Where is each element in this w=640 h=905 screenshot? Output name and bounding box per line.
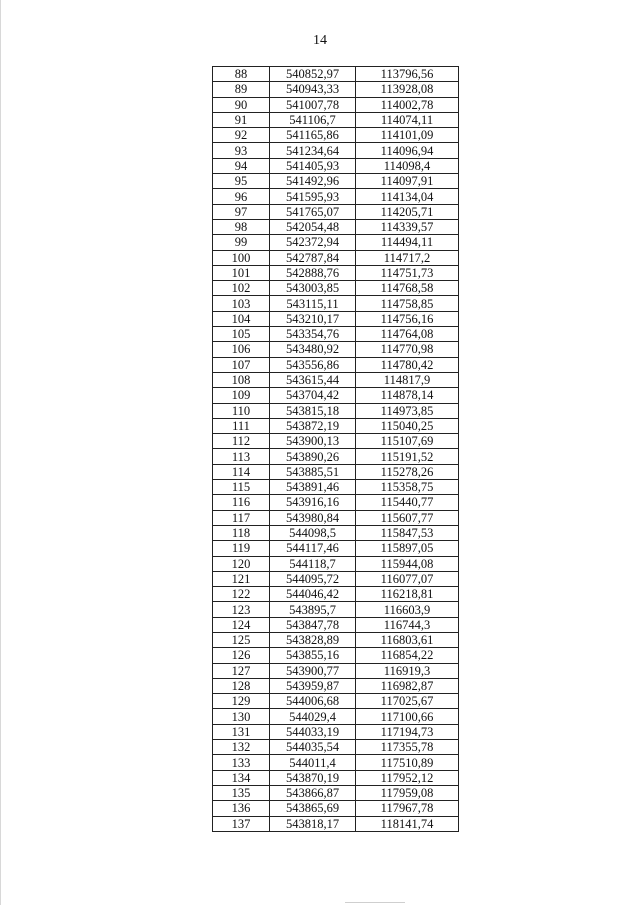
x-coordinate-cell: 541234,64 (270, 143, 356, 158)
table-row (213, 617, 459, 632)
y-coordinate-cell: 117355,78 (356, 740, 459, 755)
table-row (213, 556, 459, 571)
point-number-cell: 135 (213, 785, 270, 800)
table-row (213, 663, 459, 678)
table-row (213, 372, 459, 387)
point-number-cell: 109 (213, 388, 270, 403)
point-number-cell: 118 (213, 525, 270, 540)
y-coordinate-cell: 114096,94 (356, 143, 459, 158)
x-coordinate-cell: 544011,4 (270, 755, 356, 770)
x-coordinate-cell: 543847,78 (270, 617, 356, 632)
x-coordinate-cell: 543115,11 (270, 296, 356, 311)
x-coordinate-cell: 542888,76 (270, 265, 356, 280)
x-coordinate-cell: 544029,4 (270, 709, 356, 724)
table-row (213, 587, 459, 602)
point-number-cell: 132 (213, 740, 270, 755)
table-row (213, 480, 459, 495)
point-number-cell: 102 (213, 281, 270, 296)
table-row (213, 816, 459, 831)
point-number-cell: 92 (213, 128, 270, 143)
x-coordinate-cell: 542787,84 (270, 250, 356, 265)
y-coordinate-cell: 115440,77 (356, 495, 459, 510)
y-coordinate-cell: 117025,67 (356, 694, 459, 709)
table-row (213, 158, 459, 173)
point-number-cell: 104 (213, 311, 270, 326)
y-coordinate-cell: 115191,52 (356, 449, 459, 464)
x-coordinate-cell: 543895,7 (270, 602, 356, 617)
y-coordinate-cell: 115607,77 (356, 510, 459, 525)
x-coordinate-cell: 541765,07 (270, 204, 356, 219)
y-coordinate-cell: 117967,78 (356, 801, 459, 816)
x-coordinate-cell: 543891,46 (270, 480, 356, 495)
table-row (213, 174, 459, 189)
x-coordinate-cell: 541405,93 (270, 158, 356, 173)
y-coordinate-cell: 116077,07 (356, 571, 459, 586)
point-number-cell: 89 (213, 82, 270, 97)
x-coordinate-cell: 541106,7 (270, 112, 356, 127)
x-coordinate-cell: 543855,16 (270, 648, 356, 663)
point-number-cell: 116 (213, 495, 270, 510)
x-coordinate-cell: 541007,78 (270, 97, 356, 112)
point-number-cell: 131 (213, 724, 270, 739)
x-coordinate-cell: 543865,69 (270, 801, 356, 816)
table-row (213, 388, 459, 403)
x-coordinate-cell: 543354,76 (270, 327, 356, 342)
point-number-cell: 98 (213, 219, 270, 234)
y-coordinate-cell: 115278,26 (356, 464, 459, 479)
x-coordinate-cell: 544118,7 (270, 556, 356, 571)
table-row (213, 204, 459, 219)
y-coordinate-cell: 117959,08 (356, 785, 459, 800)
point-number-cell: 130 (213, 709, 270, 724)
table-row (213, 112, 459, 127)
y-coordinate-cell: 114878,14 (356, 388, 459, 403)
table-row (213, 495, 459, 510)
y-coordinate-cell: 116603,9 (356, 602, 459, 617)
y-coordinate-cell: 116803,61 (356, 632, 459, 647)
point-number-cell: 112 (213, 434, 270, 449)
table-row (213, 357, 459, 372)
x-coordinate-cell: 543900,77 (270, 663, 356, 678)
point-number-cell: 110 (213, 403, 270, 418)
y-coordinate-cell: 117510,89 (356, 755, 459, 770)
point-number-cell: 90 (213, 97, 270, 112)
x-coordinate-cell: 540852,97 (270, 67, 356, 82)
y-coordinate-cell: 115040,25 (356, 418, 459, 433)
table-row (213, 97, 459, 112)
x-coordinate-cell: 544098,5 (270, 525, 356, 540)
table-row (213, 541, 459, 556)
x-coordinate-cell: 544095,72 (270, 571, 356, 586)
y-coordinate-cell: 114756,16 (356, 311, 459, 326)
point-number-cell: 106 (213, 342, 270, 357)
page-number: 14 (313, 33, 327, 48)
point-number-cell: 121 (213, 571, 270, 586)
y-coordinate-cell: 114764,08 (356, 327, 459, 342)
x-coordinate-cell: 544035,54 (270, 740, 356, 755)
table-row (213, 189, 459, 204)
x-coordinate-cell: 544117,46 (270, 541, 356, 556)
y-coordinate-cell: 114097,91 (356, 174, 459, 189)
point-number-cell: 114 (213, 464, 270, 479)
table-row (213, 143, 459, 158)
y-coordinate-cell: 114101,09 (356, 128, 459, 143)
y-coordinate-cell: 114205,71 (356, 204, 459, 219)
point-number-cell: 129 (213, 694, 270, 709)
point-number-cell: 88 (213, 67, 270, 82)
scan-artifact (345, 902, 405, 903)
point-number-cell: 113 (213, 449, 270, 464)
point-number-cell: 128 (213, 678, 270, 693)
table-row (213, 602, 459, 617)
table-row (213, 281, 459, 296)
y-coordinate-cell: 115944,08 (356, 556, 459, 571)
point-number-cell: 125 (213, 632, 270, 647)
point-number-cell: 136 (213, 801, 270, 816)
y-coordinate-cell: 115897,05 (356, 541, 459, 556)
point-number-cell: 111 (213, 418, 270, 433)
table-row (213, 525, 459, 540)
y-coordinate-cell: 114717,2 (356, 250, 459, 265)
point-number-cell: 97 (213, 204, 270, 219)
y-coordinate-cell: 114973,85 (356, 403, 459, 418)
table-row (213, 342, 459, 357)
x-coordinate-cell: 543885,51 (270, 464, 356, 479)
point-number-cell: 115 (213, 480, 270, 495)
table-row (213, 311, 459, 326)
y-coordinate-cell: 114074,11 (356, 112, 459, 127)
y-coordinate-cell: 114780,42 (356, 357, 459, 372)
point-number-cell: 117 (213, 510, 270, 525)
table-row (213, 403, 459, 418)
x-coordinate-cell: 540943,33 (270, 82, 356, 97)
y-coordinate-cell: 114768,58 (356, 281, 459, 296)
point-number-cell: 122 (213, 587, 270, 602)
y-coordinate-cell: 114134,04 (356, 189, 459, 204)
point-number-cell: 101 (213, 265, 270, 280)
x-coordinate-cell: 541165,86 (270, 128, 356, 143)
x-coordinate-cell: 543916,16 (270, 495, 356, 510)
point-number-cell: 107 (213, 357, 270, 372)
y-coordinate-cell: 114339,57 (356, 219, 459, 234)
y-coordinate-cell: 115847,53 (356, 525, 459, 540)
point-number-cell: 103 (213, 296, 270, 311)
table-row (213, 724, 459, 739)
x-coordinate-cell: 541492,96 (270, 174, 356, 189)
x-coordinate-cell: 543959,87 (270, 678, 356, 693)
point-number-cell: 133 (213, 755, 270, 770)
x-coordinate-cell: 543480,92 (270, 342, 356, 357)
table-row (213, 571, 459, 586)
y-coordinate-cell: 118141,74 (356, 816, 459, 831)
table-row (213, 755, 459, 770)
table-row (213, 801, 459, 816)
x-coordinate-cell: 543890,26 (270, 449, 356, 464)
coordinates-table-body (213, 67, 459, 832)
point-number-cell: 124 (213, 617, 270, 632)
x-coordinate-cell: 544006,68 (270, 694, 356, 709)
point-number-cell: 95 (213, 174, 270, 189)
y-coordinate-cell: 114002,78 (356, 97, 459, 112)
table-row (213, 510, 459, 525)
table-row (213, 648, 459, 663)
x-coordinate-cell: 544033,19 (270, 724, 356, 739)
table-row (213, 265, 459, 280)
table-row (213, 250, 459, 265)
x-coordinate-cell: 543870,19 (270, 770, 356, 785)
x-coordinate-cell: 543556,86 (270, 357, 356, 372)
point-number-cell: 119 (213, 541, 270, 556)
coordinates-table (212, 66, 459, 832)
x-coordinate-cell: 542372,94 (270, 235, 356, 250)
x-coordinate-cell: 543818,17 (270, 816, 356, 831)
table-row (213, 464, 459, 479)
table-row (213, 219, 459, 234)
y-coordinate-cell: 114751,73 (356, 265, 459, 280)
y-coordinate-cell: 116919,3 (356, 663, 459, 678)
point-number-cell: 93 (213, 143, 270, 158)
point-number-cell: 137 (213, 816, 270, 831)
table-row (213, 67, 459, 82)
x-coordinate-cell: 543704,42 (270, 388, 356, 403)
table-row (213, 740, 459, 755)
x-coordinate-cell: 543210,17 (270, 311, 356, 326)
x-coordinate-cell: 543003,85 (270, 281, 356, 296)
point-number-cell: 105 (213, 327, 270, 342)
x-coordinate-cell: 544046,42 (270, 587, 356, 602)
table-row (213, 235, 459, 250)
x-coordinate-cell: 542054,48 (270, 219, 356, 234)
table-row (213, 709, 459, 724)
x-coordinate-cell: 541595,93 (270, 189, 356, 204)
x-coordinate-cell: 543828,89 (270, 632, 356, 647)
y-coordinate-cell: 114817,9 (356, 372, 459, 387)
y-coordinate-cell: 114758,85 (356, 296, 459, 311)
point-number-cell: 127 (213, 663, 270, 678)
y-coordinate-cell: 116744,3 (356, 617, 459, 632)
x-coordinate-cell: 543615,44 (270, 372, 356, 387)
table-row (213, 434, 459, 449)
x-coordinate-cell: 543866,87 (270, 785, 356, 800)
y-coordinate-cell: 115358,75 (356, 480, 459, 495)
table-row (213, 694, 459, 709)
table-row (213, 632, 459, 647)
point-number-cell: 91 (213, 112, 270, 127)
point-number-cell: 120 (213, 556, 270, 571)
table-row (213, 296, 459, 311)
x-coordinate-cell: 543980,84 (270, 510, 356, 525)
x-coordinate-cell: 543900,13 (270, 434, 356, 449)
table-row (213, 678, 459, 693)
y-coordinate-cell: 114494,11 (356, 235, 459, 250)
table-row (213, 128, 459, 143)
y-coordinate-cell: 117952,12 (356, 770, 459, 785)
y-coordinate-cell: 117100,66 (356, 709, 459, 724)
y-coordinate-cell: 116218,81 (356, 587, 459, 602)
y-coordinate-cell: 116982,87 (356, 678, 459, 693)
point-number-cell: 108 (213, 372, 270, 387)
x-coordinate-cell: 543872,19 (270, 418, 356, 433)
x-coordinate-cell: 543815,18 (270, 403, 356, 418)
y-coordinate-cell: 113796,56 (356, 67, 459, 82)
table-row (213, 418, 459, 433)
table-row (213, 449, 459, 464)
y-coordinate-cell: 117194,73 (356, 724, 459, 739)
point-number-cell: 94 (213, 158, 270, 173)
table-row (213, 770, 459, 785)
y-coordinate-cell: 114098,4 (356, 158, 459, 173)
point-number-cell: 126 (213, 648, 270, 663)
point-number-cell: 134 (213, 770, 270, 785)
y-coordinate-cell: 114770,98 (356, 342, 459, 357)
point-number-cell: 100 (213, 250, 270, 265)
y-coordinate-cell: 113928,08 (356, 82, 459, 97)
table-row (213, 82, 459, 97)
point-number-cell: 123 (213, 602, 270, 617)
y-coordinate-cell: 116854,22 (356, 648, 459, 663)
y-coordinate-cell: 115107,69 (356, 434, 459, 449)
point-number-cell: 96 (213, 189, 270, 204)
table-row (213, 785, 459, 800)
point-number-cell: 99 (213, 235, 270, 250)
table-row (213, 327, 459, 342)
scan-edge (0, 0, 1, 905)
